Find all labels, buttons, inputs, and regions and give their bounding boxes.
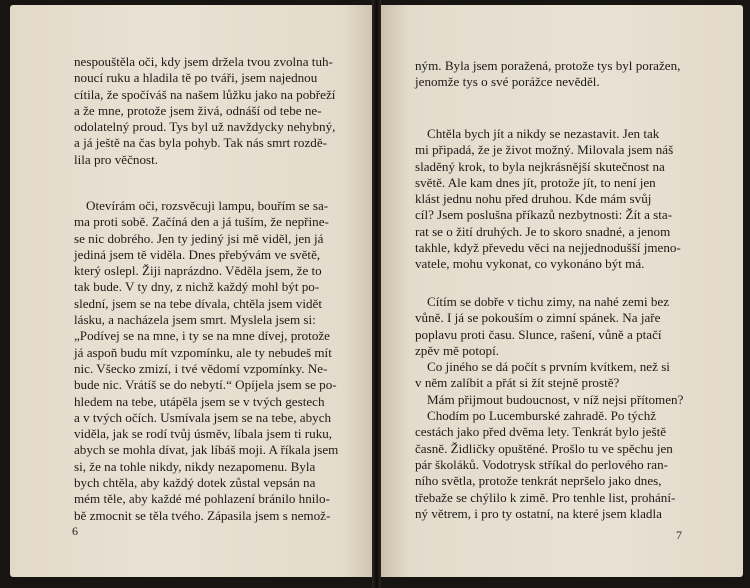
left-block-2 <box>74 198 358 524</box>
text-line: tak bude. V ty dny, z nichž každý mohl být po- <box>74 279 320 295</box>
text-line: sladěný krok, to byla nejkrásnější skutečnost na <box>415 158 665 174</box>
text-line: časně. Židličky opuštěné. Prošlo tu ve spěchu jen <box>415 440 673 456</box>
text-line: mém těle, aby každé mé pohlazení bránilo hnilo- <box>74 491 330 507</box>
text-line: Co jiného se dá počít s prvním kvítkem, než si <box>427 359 670 375</box>
text-line: pár školáků. Vodotrysk stříkal do perlového ran- <box>415 456 668 472</box>
text-line: Cítím se dobře v tichu zimy, na nahé zemi bez <box>427 294 670 309</box>
text-line: poplavu proti času. Slunce, rašení, vůně a ptačí <box>415 326 662 342</box>
text-line: odolatelný proud. Tys byl už navždycky nehybný, <box>74 119 336 135</box>
text-line: bych chtěla, aby každý dotek zůstal vepsán na <box>74 475 316 491</box>
text-line: lásku, a nacházela jsem smrt. Myslela jsem si: <box>74 312 316 328</box>
text-line: slední, jsem se na tebe dívala, chtěla jsem vidět <box>74 295 322 311</box>
text-line: abych se mohla dívat, jak líbáš moji. A říkala jsem <box>74 442 339 458</box>
text-line: Chtěla bych jít a nikdy se nezastavit. Jen tak <box>427 126 660 141</box>
text-line: jenomže tys o své porážce nevěděl. <box>415 74 600 90</box>
right-page <box>381 5 743 577</box>
text-line: noucí ruku a hladila tě po tváři, jsem najednou <box>74 70 318 86</box>
left-block-1 <box>74 54 358 168</box>
page-number-right: 7 <box>676 528 682 542</box>
right-block-2 <box>415 126 699 273</box>
text-line: světě. Ale kam dnes jít, protože jít, to není jen <box>415 174 656 190</box>
text-line: cíl? Jsem poslušna příkazů nezbytnosti: Žít a sta- <box>415 207 673 223</box>
text-line: třebaže se chýlilo k zimě. Pro tenhle list, prohání- <box>415 489 676 505</box>
text-line: a že mne, protože jsem živá, odnáší od tebe ne- <box>74 102 322 118</box>
text-line: klást jednu nohu před druhou. Kde mám svůj <box>415 191 652 207</box>
text-line: rat se o žití druhých. Je to skoro snadné, a jenom <box>415 223 671 239</box>
text-line: mi připadá, že je život možný. Milovala jsem náš <box>415 142 674 158</box>
text-line: Mám přijmout budoucnost, v níž nejsi přítomen? <box>427 391 684 407</box>
text-line: nic. Všecko zmizí, i tvé vědomí vzpomínky. Ne- <box>74 360 328 376</box>
text-line: zpěv mě potopí. <box>415 342 499 358</box>
right-block-1 <box>415 58 699 91</box>
text-line: lila pro věčnost. <box>74 151 158 167</box>
text-line: vatele, mohu vykonat, co vykonáno být má. <box>415 256 645 272</box>
text-line: bě zmocnit se těla tvého. Zápasila jsem s nemož- <box>74 507 331 523</box>
text-line: hledem na tebe, utápěla jsem se v tvých gestech <box>74 393 325 409</box>
text-line: bude nic. Vrátíš se do nebytí.“ Opíjela jsem se po- <box>74 377 337 393</box>
text-line: a v tvých očích. Usmívala jsem se na tebe, abych <box>74 409 332 425</box>
text-line: ným. Byla jsem poražená, protože tys byl poražen, <box>415 58 681 73</box>
left-page <box>10 5 372 577</box>
page-number-left: 6 <box>72 524 78 538</box>
text-line: Chodím po Lucemburské zahradě. Po týchž <box>427 408 657 424</box>
text-line: nespouštěla oči, kdy jsem držela tvou zvolna tuh- <box>74 54 333 69</box>
text-line: cestách jako před dvěma lety. Tenkrát bylo ještě <box>415 424 667 440</box>
text-line: si, že na tohle nikdy, nikdy nezapomenu. Byla <box>74 458 316 474</box>
text-line: vůně. I já se pokouším o zimní spánek. Na jaře <box>415 310 661 326</box>
text-line: ný větrem, i pro ty ostatní, na které jsem kladla <box>415 505 662 521</box>
text-line: viděla, jak se rodí tvůj úsměv, líbala jsem ti ruku, <box>74 426 333 442</box>
text-line: já aspoň budu mít vzpomínku, ale ty nebudeš mít <box>74 344 332 360</box>
text-line: a já ještě na čas byla pohyb. Tak nás smrt rozdě- <box>74 135 327 151</box>
text-line: takhle, když převedu věci na nejjednodušší jmeno- <box>415 240 681 256</box>
text-line: se nic dobrého. Jen ty jediný jsi mě viděl, jen já <box>74 230 324 246</box>
text-line: ma proti sobě. Začíná den a já tuším, že nepřine- <box>74 214 329 230</box>
text-line: Otevírám oči, rozsvěcuji lampu, bouřím se sa- <box>86 198 329 213</box>
text-line: který oslepl. Žiji naprázdno. Věděla jsem, že to <box>74 263 322 279</box>
text-line: „Podívej se na mne, i ty se na mne dívej, protože <box>74 328 330 344</box>
text-line: v něm zalíbit a přát si žít stejně prostě? <box>415 375 620 391</box>
book-gutter <box>372 0 381 588</box>
right-block-3 <box>415 294 699 522</box>
text-line: cítila, že spočíváš na našem lůžku jako na pobřeží <box>74 86 336 102</box>
text-line: jediná jsem tě viděla. Dnes přebývám ve světě, <box>74 246 321 262</box>
text-line: ního světla, protože tenkrát nepršelo jako dnes, <box>415 473 662 489</box>
